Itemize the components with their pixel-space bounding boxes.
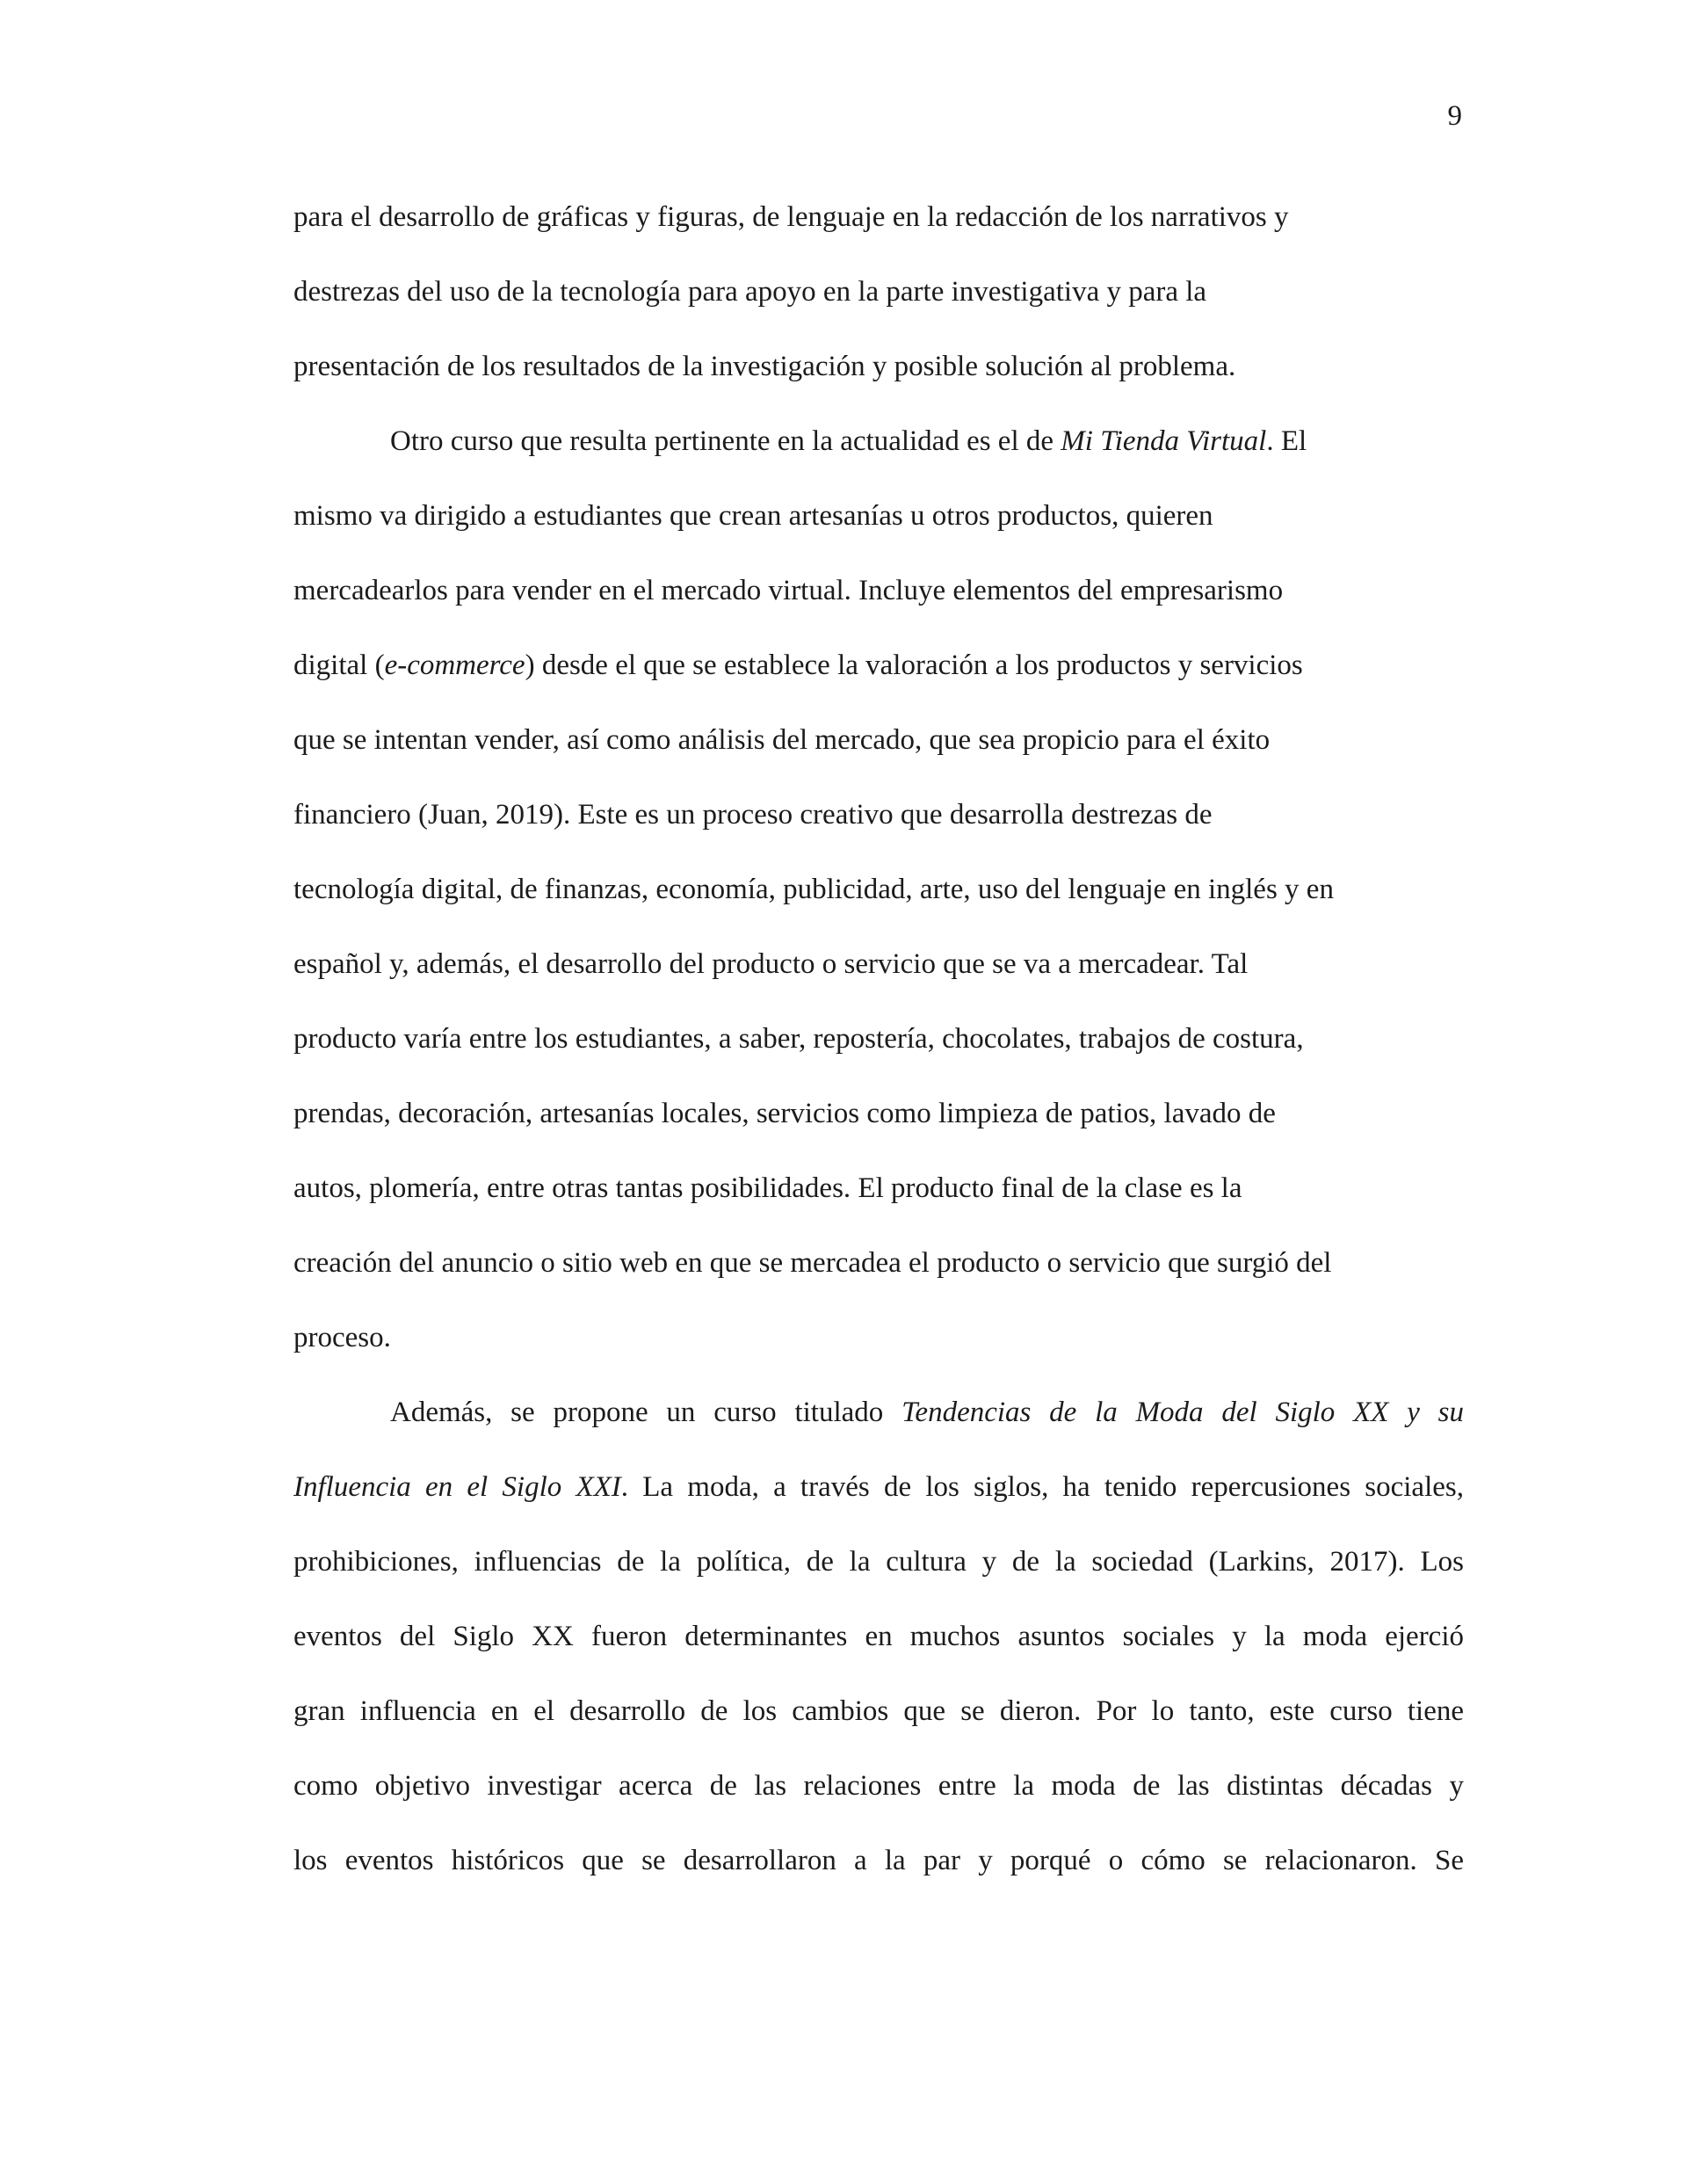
text-run: financiero (Juan, 2019). Este es un proceso creativo que desarrolla destrezas de [293, 799, 1213, 831]
italic-title-text: Influencia en el Siglo XXI [293, 1471, 621, 1503]
text-run: . La moda, a través de los siglos, ha tenido repercusiones sociales, [620, 1471, 1464, 1503]
text-line [293, 872, 1464, 907]
text-line [293, 498, 1464, 533]
text-line [293, 274, 1464, 309]
italic-title-text: Tendencias de la Moda del Siglo XX y su [901, 1397, 1464, 1428]
text-run: ) desde el que se establece la valoración a los productos y servicios [525, 649, 1303, 681]
text-line [293, 1320, 1464, 1355]
text-run: creación del anuncio o sitio web en que se mercadea el producto o servicio que surgió del [293, 1247, 1332, 1279]
text-run: eventos del Siglo XX fueron determinantes en muchos asuntos sociales y la moda ejerció [293, 1621, 1464, 1652]
text-run: presentación de los resultados de la investigación y posible solución al problema. [293, 351, 1236, 382]
text-run: Otro curso que resulta pertinente en la actualidad es el de [390, 425, 1061, 457]
text-run: prohibiciones, influencias de la política, de la cultura y de la sociedad (Larkins, 2017). Los [293, 1546, 1464, 1578]
text-line [293, 1245, 1464, 1281]
italic-title-text: e-commerce [384, 649, 525, 681]
page-number: 9 [1447, 100, 1462, 132]
text-line [293, 1768, 1464, 1803]
text-run: destrezas del uso de la tecnología para apoyo en la parte investigativa y para la [293, 276, 1207, 308]
text-run: proceso. [293, 1322, 391, 1353]
text-line [293, 947, 1464, 982]
text-line [293, 1544, 1464, 1579]
text-line [293, 797, 1464, 832]
text-run: producto varía entre los estudiantes, a saber, repostería, chocolates, trabajos de costura, [293, 1023, 1304, 1055]
text-run: . El [1266, 425, 1307, 457]
italic-title-text: Mi Tienda Virtual [1061, 425, 1267, 457]
text-line [293, 1171, 1464, 1206]
text-run: tecnología digital, de finanzas, economía, publicidad, arte, uso del lenguaje en inglés y en [293, 874, 1334, 905]
text-line [293, 1843, 1464, 1878]
text-line [293, 1469, 1464, 1505]
text-line [293, 573, 1464, 608]
text-run: digital ( [293, 649, 385, 681]
text-run: como objetivo investigar acerca de las relaciones entre la moda de las distintas décadas y [293, 1770, 1464, 1802]
text-run: Además, se propone un curso titulado [390, 1397, 902, 1428]
text-line [390, 424, 1464, 459]
text-run: autos, plomería, entre otras tantas posibilidades. El producto final de la clase es la [293, 1172, 1242, 1204]
text-run: los eventos históricos que se desarrollaron a la par y porqué o cómo se relacionaron. Se [293, 1845, 1464, 1876]
text-line [293, 722, 1464, 758]
text-run: mercadearlos para vender en el mercado virtual. Incluye elementos del empresarismo [293, 575, 1284, 606]
text-line [293, 349, 1464, 384]
text-line [293, 1694, 1464, 1729]
text-run: que se intentan vender, así como análisis del mercado, que sea propicio para el éxito [293, 724, 1271, 756]
text-run: para el desarrollo de gráficas y figuras, de lenguaje en la redacción de los narrativos y [293, 201, 1289, 233]
text-line [293, 1619, 1464, 1654]
text-line [293, 648, 1464, 683]
text-run: gran influencia en el desarrollo de los cambios que se dieron. Por lo tanto, este curso tiene [293, 1695, 1464, 1727]
text-line [293, 1096, 1464, 1131]
text-run: mismo va dirigido a estudiantes que crean artesanías u otros productos, quieren [293, 500, 1213, 532]
text-line [293, 200, 1464, 235]
text-line [293, 1021, 1464, 1056]
text-line [390, 1395, 1464, 1430]
text-run: prendas, decoración, artesanías locales, servicios como limpieza de patios, lavado de [293, 1098, 1276, 1129]
text-run: español y, además, el desarrollo del producto o servicio que se va a mercadear. Tal [293, 948, 1249, 980]
